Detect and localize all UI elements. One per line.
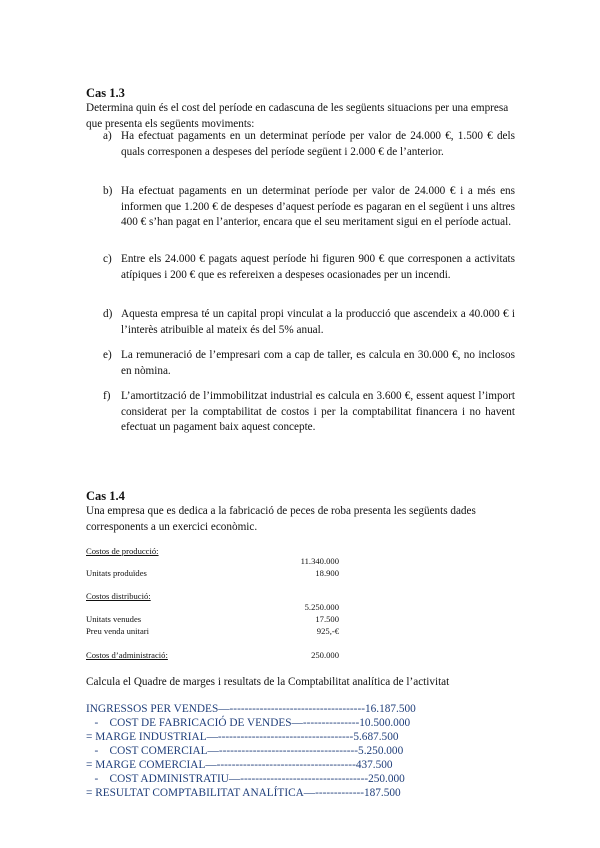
case-1-4-intro: Una empresa que es dedica a la fabricació de peces de roba presenta les següents dades corresponents a un exercici econòmic.	[86, 505, 476, 533]
item-text: L’amortització de l’immobilitzat industrial es calcula en 3.600 €, essent aquest l’import considerat per la comptabilitat de costos i per la comptabilitat financera i no havent efectuat un pagament baix aquest concepte.	[121, 390, 515, 433]
case-1-4-title: Cas 1.4	[86, 489, 125, 503]
units-produced-label: Unitats produïdes	[86, 568, 147, 578]
list-item	[103, 129, 515, 160]
result-line: = MARGE COMERCIAL—-------------------------------------437.500	[86, 759, 393, 771]
result-line: - COST DE FABRICACIÓ DE VENDES—---------------10.500.000	[86, 717, 411, 729]
list-item	[103, 348, 515, 379]
item-label: c)	[103, 253, 112, 265]
item-label: b)	[103, 185, 113, 197]
production-costs-header: Costos de producció:	[86, 546, 159, 556]
case-1-3-intro: Determina quin és el cost del període en cadascuna de les següents situacions per una empresa que presenta els següents moviments:	[86, 102, 509, 130]
result-line: = MARGE INDUSTRIAL—------------------------------------5.687.500	[86, 731, 399, 743]
production-costs-value: 11.340.000	[300, 556, 339, 566]
item-text: Aquesta empresa té un capital propi vinculat a la producció que ascendeix a 40.000 € i l’interès atribuible al mateix és del 5% anual.	[121, 308, 515, 336]
list-item	[103, 307, 515, 338]
item-label: f)	[103, 390, 111, 402]
admin-costs-header: Costos d’administració:	[86, 650, 168, 660]
distribution-costs-value: 5.250.000	[304, 602, 339, 612]
result-line: - COST COMERCIAL—-------------------------------------5.250.000	[86, 745, 404, 757]
list-item	[103, 184, 515, 246]
units-sold-value: 17.500	[315, 614, 339, 624]
item-label: e)	[103, 349, 112, 361]
result-line: = RESULTAT COMPTABILITAT ANALÍTICA—-------------187.500	[86, 787, 401, 799]
units-sold-label: Unitats venudes	[86, 614, 142, 624]
list-item	[103, 389, 515, 436]
unit-price-value: 925,-€	[316, 626, 339, 636]
admin-costs-value: 250.000	[311, 650, 339, 660]
distribution-costs-header: Costos distribució:	[86, 591, 151, 601]
item-text: La remuneració de l’empresari com a cap de taller, es calcula en 30.000 €, no inclosos en nòmina.	[121, 349, 515, 377]
case-1-3-title: Cas 1.3	[86, 86, 125, 100]
list-item	[103, 252, 515, 299]
unit-price-label: Preu venda unitari	[86, 626, 150, 636]
units-produced-value: 18.900	[315, 568, 339, 578]
item-label: d)	[103, 308, 113, 320]
item-text: Entre els 24.000 € pagats aquest període hi figuren 900 € que corresponen a activitats atípiques i 200 € que es refereixen a despeses ocasionades per un incendi.	[121, 253, 515, 281]
question-text: Calcula el Quadre de marges i resultats de la Comptabilitat analítica de l’activitat	[86, 676, 450, 688]
item-text: Ha efectuat pagaments en un determinat període per valor de 24.000 € i a més ens informen que 1.200 € de despeses d’aquest període es pagaran en el següent i uns altres 400 € s’han pagat en l’anterior, encara que el seu meritament sigui en el període actual.	[121, 185, 515, 228]
result-line: INGRESSOS PER VENDES—------------------------------------16.187.500	[86, 703, 416, 715]
item-text: Ha efectuat pagaments en un determinat període per valor de 24.000 €, 1.500 € dels quals corresponen a despeses del període següent i 2.000 € de l’anterior.	[121, 130, 515, 158]
item-label: a)	[103, 130, 112, 142]
result-line: - COST ADMINISTRATIU—----------------------------------250.000	[86, 773, 405, 785]
